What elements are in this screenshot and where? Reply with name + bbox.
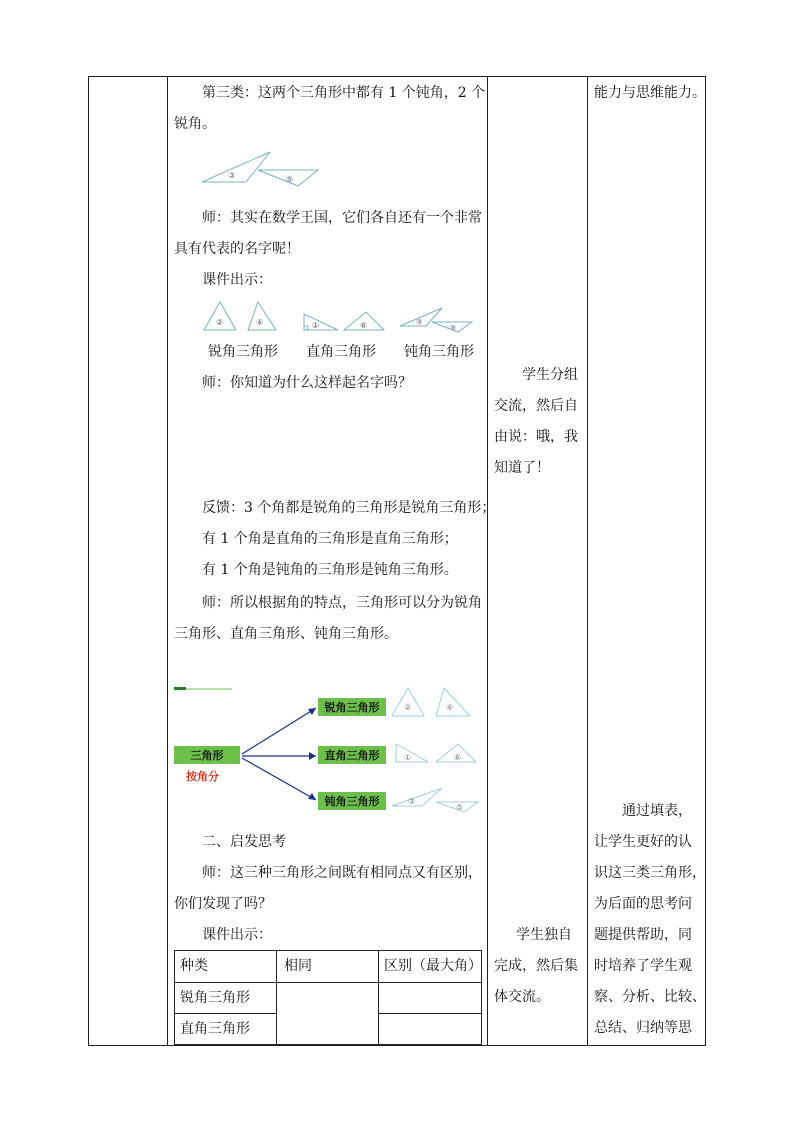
intent-line-3: 识这三类三角形， bbox=[594, 865, 706, 881]
column-divider bbox=[487, 76, 488, 1046]
classify-by-angle-label: 按角分 bbox=[186, 770, 219, 783]
svg-text:④: ④ bbox=[256, 318, 264, 327]
student-activity-a-3: 由说：哦，我 bbox=[494, 429, 578, 445]
table-divider bbox=[378, 1013, 482, 1014]
courseware-label: 课件出示： bbox=[202, 272, 272, 288]
svg-text:⑤: ⑤ bbox=[456, 803, 464, 812]
paragraph-teacher-1: 师：其实在数学王国，它们各自还有一个非常 bbox=[202, 210, 482, 226]
svg-text:②: ② bbox=[404, 703, 412, 712]
student-activity-b-2: 完成，然后集 bbox=[494, 958, 578, 974]
section-heading: 二、启发思考 bbox=[202, 834, 286, 850]
paragraph-third-type: 第三类：这两个三角形中都有 1 个钝角，2 个 bbox=[202, 85, 486, 101]
node-obtuse: 钝角三角形 bbox=[318, 792, 386, 810]
table-divider bbox=[276, 950, 277, 1045]
svg-text:②: ② bbox=[216, 318, 224, 327]
feedback-line-3: 有 1 个角是钝角的三角形是钝角三角形。 bbox=[202, 562, 458, 578]
table-row-acute: 锐角三角形 bbox=[180, 990, 250, 1006]
intent-line-6: 时培养了学生观 bbox=[594, 958, 692, 974]
table-divider bbox=[378, 950, 379, 1045]
svg-text:①: ① bbox=[312, 321, 320, 330]
table-row-right: 直角三角形 bbox=[180, 1021, 250, 1037]
intent-line-7: 察、分析、比较、 bbox=[594, 989, 706, 1005]
label-obtuse: 钝角三角形 bbox=[404, 344, 474, 360]
svg-text:④: ④ bbox=[446, 703, 454, 712]
student-activity-a-4: 知道了！ bbox=[494, 460, 550, 476]
triangle-types-figure bbox=[200, 300, 480, 334]
intent-line-5: 题提供帮助，同 bbox=[594, 927, 692, 943]
student-activity-b-1: 学生独自 bbox=[516, 927, 572, 943]
svg-text:③: ③ bbox=[408, 797, 416, 806]
student-activity-a-2: 交流，然后自 bbox=[494, 398, 578, 414]
student-activity-a-1: 学生分组 bbox=[522, 367, 578, 383]
feedback-line-1: 反馈：3 个角都是锐角的三角形是锐角三角形； bbox=[202, 500, 496, 516]
marker-5: ⑤ bbox=[286, 175, 294, 184]
node-acute: 锐角三角形 bbox=[318, 698, 386, 716]
column-divider bbox=[587, 76, 588, 1046]
svg-text:⑥: ⑥ bbox=[454, 753, 462, 762]
table-divider bbox=[174, 982, 277, 983]
table-header-type: 种类 bbox=[180, 958, 208, 974]
courseware-label-2: 课件出示： bbox=[202, 927, 272, 943]
intent-line-2: 让学生更好的认 bbox=[594, 834, 692, 850]
svg-text:⑥: ⑥ bbox=[360, 321, 368, 330]
paragraph-summary: 师：所以根据角的特点，三角形可以分为锐角 bbox=[202, 595, 482, 611]
intent-line-8: 总结、归纳等思 bbox=[594, 1020, 692, 1036]
student-activity-b-3: 体交流。 bbox=[494, 989, 550, 1005]
intent-line-1: 通过填表， bbox=[622, 803, 692, 819]
intent-line-4: 为后面的思考问 bbox=[594, 896, 692, 912]
obtuse-triangles-figure bbox=[200, 150, 320, 186]
paragraph-third-type-cont: 锐角。 bbox=[174, 116, 216, 132]
label-right: 直角三角形 bbox=[306, 344, 376, 360]
table-divider bbox=[174, 1013, 277, 1014]
table-divider bbox=[276, 982, 482, 983]
table-header-diff: 区别（最大角） bbox=[384, 958, 482, 974]
paragraph-teacher-2: 师：这三种三角形之间既有相同点又有区别， bbox=[202, 865, 482, 881]
feedback-line-2: 有 1 个角是直角的三角形是直角三角形； bbox=[202, 531, 458, 547]
paragraph-summary-cont: 三角形、直角三角形、钝角三角形。 bbox=[174, 626, 398, 642]
marker-3: ③ bbox=[228, 171, 236, 180]
label-acute: 锐角三角形 bbox=[208, 344, 278, 360]
root-node: 三角形 bbox=[174, 746, 240, 764]
svg-text:③: ③ bbox=[416, 318, 423, 326]
paragraph-teacher-1-cont: 具有代表的名字呢！ bbox=[174, 241, 300, 257]
intent-top: 能力与思维能力。 bbox=[594, 85, 706, 101]
column-divider bbox=[167, 76, 168, 1046]
table-header-same: 相同 bbox=[284, 958, 312, 974]
paragraph-question: 师：你知道为什么这样起名字吗？ bbox=[202, 375, 412, 391]
svg-text:①: ① bbox=[404, 753, 412, 762]
paragraph-teacher-2-cont: 你们发现了吗？ bbox=[174, 896, 272, 912]
svg-text:⑤: ⑤ bbox=[450, 324, 457, 332]
node-right: 直角三角形 bbox=[318, 746, 386, 764]
